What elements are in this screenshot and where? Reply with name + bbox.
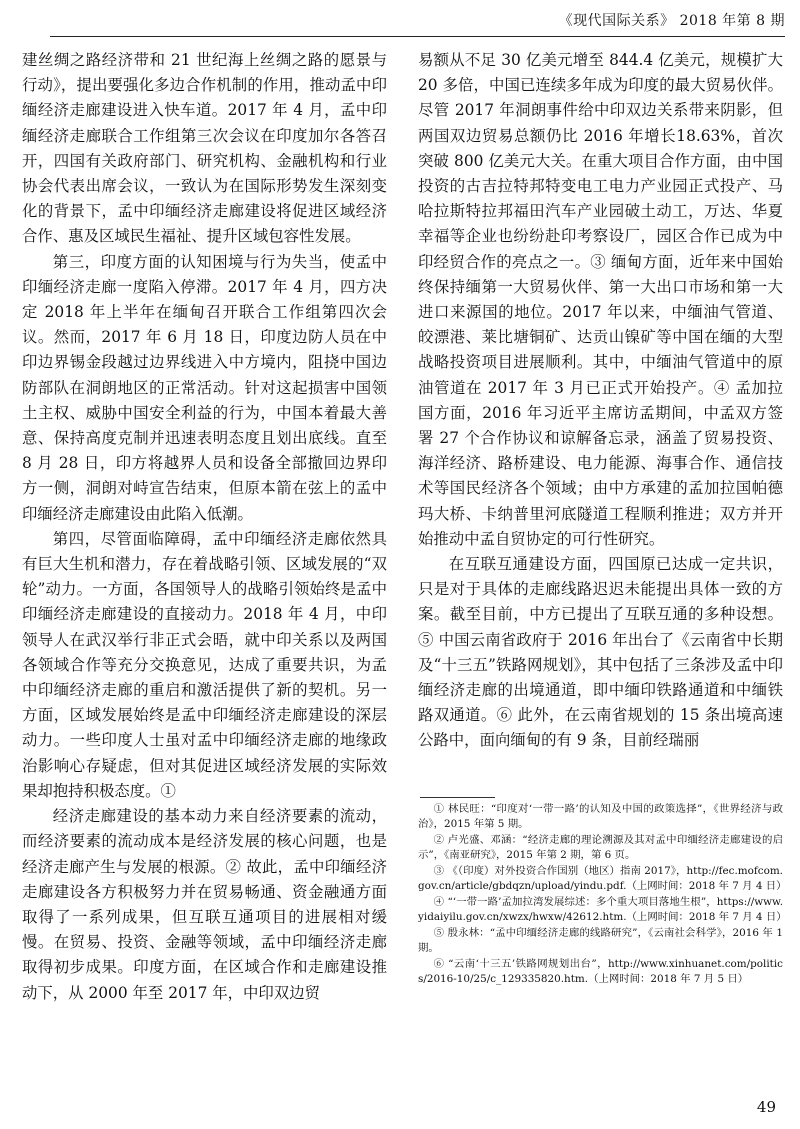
footnote: ③ 《（印度）对外投资合作国别（地区）指南 2017》，http://fec.mofcom.gov.cn/article/gbdqzn/upload/yindu.pdf.（上网时间：2018 年 7 月 4 日） bbox=[418, 865, 787, 892]
body-paragraph: 经济走廊建设的基本动力来自经济要素的流动，而经济要素的流动成本是经济发展的核心问题，也是经济走廊产生与发展的根源。② 故此，孟中印缅经济走廊建设各方积极努力并在贸易畅通、资金融通方面取得了一系列成果，但互联互通项目的进展相对缓慢。在贸易、投资、金融等领域，孟中印缅经济走廊取得初步成果。印度方面，在区域合作和走廊建设推动下，从 2000 年至 2017 年，中印双边贸 bbox=[22, 807, 387, 1002]
page-number: 49 bbox=[756, 1098, 776, 1116]
body-paragraph: 易额从不足 30 亿美元增至 844.4 亿美元，规模扩大 20 多倍，中国已连续多年成为印度的最大贸易伙伴。尽管 2017 年洞朗事件给中印双边关系带来阴影，但两国双边贸易总额仍比 2016 年增长18.63%，首次突破 800 亿美元大关。在重大项目合作方面，由中国投资的古吉拉特邦特变电工电力产业园正式投产、马哈拉斯特拉邦福田汽车产业园破土动工，万达、华夏幸福等企业也纷纷赴印考察设厂，园区合作已成为中印经贸合作的亮点之一。③ 缅甸方面，近年来中国始终保持缅第一大贸易伙伴、第一大出口市场和第一大进口来源国的地位。2017 年以来，中缅油气管道、皎漂港、莱比塘铜矿、达贡山镍矿等中国在缅的大型战略投资项目进展顺利。其中，中缅油气管道中的原油管道在 2017 年 3 月已正式开始投产。④ 孟加拉国方面，2016 年习近平主席访孟期间，中孟双方签署 27 个合作协议和谅解备忘录，涵盖了贸易投资、海洋经济、路桥建设、电力能源、海事合作、通信技术等国民经济各个领域；由中方承建的孟加拉国帕德玛大桥、卡纳普里河底隧道工程顺利推进；双方并开始推动中孟自贸协定的可行性研究。 bbox=[418, 51, 783, 548]
body-paragraph: 第三，印度方面的认知困境与行为失当，使孟中印缅经济走廊一度陷入停滞。2017 年 4 月，四方决定 2018 年上半年在缅甸召开联合工作组第四次会议。然而，2017 年 6 月 18 日，印度边防人员在中印边界锡金段越过边界线进入中方境内，阻挠中国边防部队在洞朗地区的正常活动。针对这起损害中国领土主权、威胁中国安全利益的行为，中国本着最大善意、保持高度克制并迅速表明态度且划出底线。直至 8 月 28 日，印方将越界人员和设备全部撤回边界印方一侧，洞朗对峙宣告结束，但原本箭在弦上的孟中印缅经济走廊建设由此陷入低潮。 bbox=[22, 252, 387, 523]
footnote: ⑥ “云南‘十三五’铁路网规划出台”，http://www.xinhuanet.com/politics/2016-10/25/c_129335820.htm.（上网时间：2018 年 7 月 5 日） bbox=[418, 958, 783, 985]
header-rule bbox=[50, 36, 785, 37]
running-header bbox=[50, 4, 785, 34]
body-paragraph: 第四，尽管面临障碍，孟中印缅经济走廊依然具有巨大生机和潜力，存在着战略引领、区域发展的“双轮”动力。一方面，各国领导人的战略引领始终是孟中印缅经济走廊建设的直接动力。2018 年 4 月，中印领导人在武汉举行非正式会晤，就中印关系以及两国各领域合作等充分交换意见，达成了重要共识，为孟中印缅经济走廊的重启和激活提供了新的契机。另一方面，区域发展始终是孟中印缅经济走廊建设的深层动力。一些印度人士虽对孟中印缅经济走廊的地缘政治影响心存疑虑，但对其促进区域经济发展的实际效果却抱持积极态度。① bbox=[22, 529, 387, 800]
body-paragraph: 建丝绸之路经济带和 21 世纪海上丝绸之路的愿景与行动》，提出要强化多边合作机制的作用，推动孟中印缅经济走廊建设进入快车道。2017 年 4 月，孟中印缅经济走廊联合工作组第三次会议在印度加尔各答召开，四国有关政府部门、研究机构、金融机构和行业协会代表出席会议，一致认为在国际形势发生深刻变化的背景下，孟中印缅经济走廊建设将促进区域经济合作、惠及区域民生福祉、提升区域包容性发展。 bbox=[22, 51, 387, 246]
footnotes bbox=[418, 802, 787, 988]
journal-issue-label: 《现代国际关系》 2018 年第 8 期 bbox=[558, 13, 785, 29]
right-column bbox=[418, 48, 783, 754]
footnote: ① 林民旺：“印度对‘一带一路’的认知及中国的政策选择”，《世界经济与政治》，2015 年第 5 期。 bbox=[418, 803, 783, 830]
footnote: ② 卢光盛、邓涵：“经济走廊的理论溯源及其对孟中印缅经济走廊建设的启示”，《南亚研究》，2015 年第 2 期，第 6 页。 bbox=[418, 834, 783, 861]
body-paragraph: 在互联互通建设方面，四国原已达成一定共识，只是对于具体的走廊线路迟迟未能提出具体一致的方案。截至目前，中方已提出了互联互通的多种设想。⑤ 中国云南省政府于 2016 年出台了《云南省中长期及“十三五”铁路网规划》，其中包括了三条涉及孟中印缅经济走廊的出境通道，即中缅印铁路通道和中缅铁路双通道。⑥ 此外，在云南省规划的 15 条出境高速公路中，面向缅甸的有 9 条，目前经瑞丽 bbox=[418, 555, 783, 750]
left-column bbox=[22, 48, 387, 1006]
footnote: ④ “‘一带一路’孟加拉湾发展综述：多个重大项目落地生根”，https://www.yidaiyilu.gov.cn/xwzx/hwxw/42612.htm.（上网时间：2018 年 7 月 4 日） bbox=[418, 896, 787, 923]
footnote: ⑤ 殷永林：“孟中印缅经济走廊的线路研究”，《云南社会科学》，2016 年 1 期。 bbox=[418, 927, 783, 954]
footnote-rule bbox=[420, 797, 495, 798]
